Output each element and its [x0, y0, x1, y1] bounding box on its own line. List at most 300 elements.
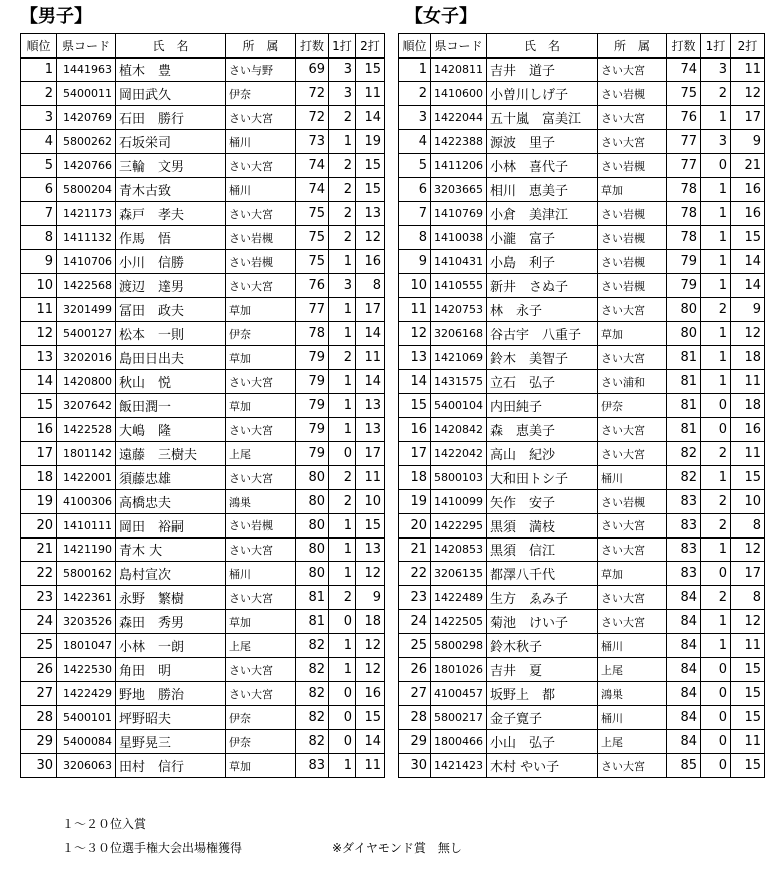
putt1-cell: 1 [329, 562, 356, 586]
rank-cell: 5 [399, 154, 431, 178]
score-cell: 75 [296, 250, 329, 274]
score-cell: 75 [667, 82, 701, 106]
name-header: 氏 名 [116, 34, 226, 58]
table-row [399, 298, 765, 322]
code-cell: 1420842 [431, 418, 487, 442]
women-results-table [398, 33, 765, 778]
name-cell: 石田 勝行 [116, 106, 226, 130]
club-cell: 草加 [226, 346, 296, 370]
code-cell: 3203665 [431, 178, 487, 202]
putt2-cell: 17 [356, 442, 385, 466]
name-cell: 鈴木 美智子 [487, 346, 598, 370]
putt2-cell: 11 [731, 442, 765, 466]
putt2-cell: 11 [356, 754, 385, 778]
code-cell: 1410600 [431, 82, 487, 106]
rank-header: 順位 [21, 34, 57, 58]
rank-cell: 17 [399, 442, 431, 466]
putt2-cell: 11 [356, 346, 385, 370]
name-cell: 岡田 裕嗣 [116, 514, 226, 538]
table-row [21, 418, 385, 442]
putt1-cell: 1 [701, 370, 731, 394]
name-cell: 岡田武久 [116, 82, 226, 106]
score-cell: 81 [667, 346, 701, 370]
name-cell: 林 永子 [487, 298, 598, 322]
score-cell: 83 [667, 562, 701, 586]
score-cell: 84 [667, 586, 701, 610]
score-cell: 82 [296, 658, 329, 682]
putt1-cell: 2 [701, 490, 731, 514]
putt2-cell: 12 [731, 538, 765, 562]
putt1-cell: 1 [329, 130, 356, 154]
score-cell: 76 [296, 274, 329, 298]
table-row [21, 82, 385, 106]
rank-cell: 6 [399, 178, 431, 202]
putt1-cell: 2 [701, 514, 731, 538]
table-row [21, 346, 385, 370]
code-cell: 4100457 [431, 682, 487, 706]
table-row [399, 562, 765, 586]
name-cell: 小曽川しげ子 [487, 82, 598, 106]
score-cell: 79 [296, 442, 329, 466]
code-cell: 5800217 [431, 706, 487, 730]
code-cell: 1422388 [431, 130, 487, 154]
putt2-cell: 18 [356, 610, 385, 634]
score-cell: 81 [667, 370, 701, 394]
code-cell: 5400084 [57, 730, 116, 754]
rank-cell: 3 [21, 106, 57, 130]
rank-cell: 4 [399, 130, 431, 154]
rank-cell: 20 [21, 514, 57, 538]
rank-cell: 7 [21, 202, 57, 226]
name-cell: 作馬 悟 [116, 226, 226, 250]
putt2-cell: 19 [356, 130, 385, 154]
table-row [399, 154, 765, 178]
club-cell: さい大宮 [226, 274, 296, 298]
men-section-title: 【男子】 [20, 6, 92, 27]
score-cell: 84 [667, 610, 701, 634]
code-cell: 1420800 [57, 370, 116, 394]
putt1-cell: 1 [329, 298, 356, 322]
club-cell: さい大宮 [226, 658, 296, 682]
putt2-cell: 13 [356, 418, 385, 442]
putt2-cell: 15 [731, 682, 765, 706]
putt1-cell: 2 [329, 154, 356, 178]
rank-cell: 24 [21, 610, 57, 634]
putt2-cell: 12 [356, 226, 385, 250]
score-cell: 72 [296, 82, 329, 106]
table-row [21, 106, 385, 130]
rank-cell: 11 [21, 298, 57, 322]
score-cell: 74 [296, 154, 329, 178]
club-header: 所 属 [226, 34, 296, 58]
table-row [399, 514, 765, 538]
code-cell: 1420769 [57, 106, 116, 130]
code-cell: 1422361 [57, 586, 116, 610]
putt2-cell: 13 [356, 538, 385, 562]
club-cell: 伊奈 [226, 82, 296, 106]
putt1-cell: 2 [329, 466, 356, 490]
code-cell: 5800204 [57, 178, 116, 202]
club-cell: 鴻巣 [598, 682, 667, 706]
name-cell: 青木 大 [116, 538, 226, 562]
table-row [21, 298, 385, 322]
score-cell: 76 [667, 106, 701, 130]
table-row [399, 106, 765, 130]
rank-cell: 23 [21, 586, 57, 610]
putt2-cell: 14 [356, 370, 385, 394]
table-row [21, 466, 385, 490]
putt1-cell: 3 [329, 82, 356, 106]
putt1-cell: 1 [329, 322, 356, 346]
table-row [21, 682, 385, 706]
score-cell: 79 [296, 394, 329, 418]
putt1-cell: 2 [329, 106, 356, 130]
code-cell: 1411132 [57, 226, 116, 250]
prize-note: １～２０位入賞 [62, 817, 147, 831]
rank-cell: 22 [399, 562, 431, 586]
table-row [21, 250, 385, 274]
code-cell: 1422001 [57, 466, 116, 490]
table-row [399, 58, 765, 82]
rank-cell: 21 [399, 538, 431, 562]
putt1-cell: 1 [329, 538, 356, 562]
score-cell: 84 [667, 730, 701, 754]
score-cell: 80 [296, 562, 329, 586]
name-cell: 五十嵐 富美江 [487, 106, 598, 130]
score-cell: 80 [296, 490, 329, 514]
name-cell: 相川 恵美子 [487, 178, 598, 202]
club-cell: 草加 [226, 610, 296, 634]
putt1-cell: 3 [329, 274, 356, 298]
putt1-cell: 2 [329, 178, 356, 202]
club-cell: さい大宮 [598, 754, 667, 778]
putt1-cell: 1 [329, 658, 356, 682]
putt1-cell: 1 [701, 466, 731, 490]
code-header: 県コード [431, 34, 487, 58]
putt2-cell: 16 [731, 418, 765, 442]
putt1-cell: 0 [701, 562, 731, 586]
putt1-cell: 1 [701, 274, 731, 298]
score-cell: 80 [667, 322, 701, 346]
table-row [399, 586, 765, 610]
club-cell: さい大宮 [226, 106, 296, 130]
rank-cell: 26 [399, 658, 431, 682]
diamond-award-note: ※ダイヤモンド賞 無し [332, 841, 462, 855]
rank-cell: 9 [399, 250, 431, 274]
rank-cell: 11 [399, 298, 431, 322]
code-cell: 1420766 [57, 154, 116, 178]
putt1-cell: 1 [701, 538, 731, 562]
rank-cell: 16 [399, 418, 431, 442]
putt1-cell: 0 [329, 442, 356, 466]
club-cell: さい大宮 [226, 682, 296, 706]
putt1-cell: 2 [701, 586, 731, 610]
putt1-cell: 0 [329, 682, 356, 706]
name-cell: 飯田潤一 [116, 394, 226, 418]
club-cell: 伊奈 [598, 394, 667, 418]
putt2-cell: 11 [356, 466, 385, 490]
name-cell: 秋山 悦 [116, 370, 226, 394]
score-cell: 80 [296, 466, 329, 490]
score-cell: 79 [667, 250, 701, 274]
score-cell: 74 [667, 58, 701, 82]
code-cell: 1422044 [431, 106, 487, 130]
code-cell: 3206063 [57, 754, 116, 778]
table-row [21, 658, 385, 682]
name-cell: 坪野昭夫 [116, 706, 226, 730]
score-cell: 73 [296, 130, 329, 154]
name-cell: 高橋忠夫 [116, 490, 226, 514]
table-row [399, 346, 765, 370]
putt1-cell: 0 [701, 706, 731, 730]
name-cell: 立石 弘子 [487, 370, 598, 394]
score-cell: 80 [667, 298, 701, 322]
code-cell: 1410769 [431, 202, 487, 226]
putt2-cell: 10 [356, 490, 385, 514]
score-cell: 83 [667, 490, 701, 514]
rank-cell: 2 [21, 82, 57, 106]
name-cell: 黒須 満枝 [487, 514, 598, 538]
table-row [399, 490, 765, 514]
name-cell: 三輪 文男 [116, 154, 226, 178]
score-cell: 69 [296, 58, 329, 82]
score-cell: 84 [667, 634, 701, 658]
putt1-cell: 1 [329, 394, 356, 418]
name-cell: 矢作 安子 [487, 490, 598, 514]
putt1-cell: 2 [329, 586, 356, 610]
code-cell: 1421173 [57, 202, 116, 226]
putt1-cell: 2 [701, 82, 731, 106]
rank-cell: 22 [21, 562, 57, 586]
putt1-cell: 2 [329, 226, 356, 250]
rank-cell: 15 [399, 394, 431, 418]
putt2-cell: 21 [731, 154, 765, 178]
putt2-cell: 17 [356, 298, 385, 322]
putt1-cell: 1 [701, 106, 731, 130]
table-row [21, 490, 385, 514]
name-cell: 須藤忠雄 [116, 466, 226, 490]
rank-cell: 23 [399, 586, 431, 610]
name-cell: 内田純子 [487, 394, 598, 418]
score-cell: 74 [296, 178, 329, 202]
putt2-cell: 9 [356, 586, 385, 610]
code-cell: 1422568 [57, 274, 116, 298]
putt2-cell: 11 [731, 58, 765, 82]
club-cell: さい浦和 [598, 370, 667, 394]
code-cell: 3201499 [57, 298, 116, 322]
table-row [21, 322, 385, 346]
club-cell: 桶川 [598, 634, 667, 658]
code-cell: 1421069 [431, 346, 487, 370]
putt2-cell: 12 [731, 82, 765, 106]
score-cell: 82 [296, 730, 329, 754]
men-header-row [21, 34, 385, 58]
table-row [21, 514, 385, 538]
rank-header: 順位 [399, 34, 431, 58]
name-cell: 田村 信行 [116, 754, 226, 778]
name-cell: 菊池 けい子 [487, 610, 598, 634]
table-row [399, 418, 765, 442]
name-cell: 石坂栄司 [116, 130, 226, 154]
name-cell: 小川 信勝 [116, 250, 226, 274]
club-cell: さい大宮 [226, 418, 296, 442]
women-header-row [399, 34, 765, 58]
putt1-cell: 1 [701, 250, 731, 274]
putt2-cell: 15 [731, 226, 765, 250]
club-cell: 上尾 [598, 658, 667, 682]
table-row [399, 130, 765, 154]
rank-cell: 2 [399, 82, 431, 106]
putt1-cell: 0 [701, 658, 731, 682]
putt1-cell: 0 [701, 154, 731, 178]
code-cell: 3207642 [57, 394, 116, 418]
club-cell: さい大宮 [598, 418, 667, 442]
putt1-cell: 2 [329, 490, 356, 514]
name-cell: 角田 明 [116, 658, 226, 682]
club-cell: 鴻巣 [226, 490, 296, 514]
qualification-note: １～３０位選手権大会出場権獲得 [62, 841, 243, 855]
putt2-cell: 8 [356, 274, 385, 298]
putt1-cell: 1 [701, 226, 731, 250]
putt2-cell: 18 [731, 346, 765, 370]
putt2-cell: 15 [356, 178, 385, 202]
name-cell: 永野 繁樹 [116, 586, 226, 610]
rank-cell: 29 [21, 730, 57, 754]
score-cell: 83 [667, 514, 701, 538]
rank-cell: 16 [21, 418, 57, 442]
code-cell: 1410111 [57, 514, 116, 538]
putt2-cell: 9 [731, 298, 765, 322]
club-cell: さい大宮 [598, 346, 667, 370]
club-cell: さい大宮 [598, 298, 667, 322]
table-row [21, 634, 385, 658]
rank-cell: 14 [399, 370, 431, 394]
table-row [21, 562, 385, 586]
table-row [399, 538, 765, 562]
code-cell: 1421190 [57, 538, 116, 562]
putt2-cell: 12 [356, 658, 385, 682]
name-cell: 島田日出夫 [116, 346, 226, 370]
score-cell: 82 [667, 442, 701, 466]
rank-cell: 7 [399, 202, 431, 226]
putt2-cell: 14 [356, 106, 385, 130]
putt1-cell: 1 [329, 250, 356, 274]
putt2-cell: 15 [731, 754, 765, 778]
putt1-header: 1打 [701, 34, 731, 58]
club-cell: 草加 [226, 394, 296, 418]
table-row [399, 370, 765, 394]
score-cell: 82 [296, 634, 329, 658]
rank-cell: 26 [21, 658, 57, 682]
code-cell: 5400104 [431, 394, 487, 418]
table-row [399, 178, 765, 202]
putt1-cell: 1 [329, 418, 356, 442]
code-cell: 1422505 [431, 610, 487, 634]
code-cell: 1420853 [431, 538, 487, 562]
table-row [21, 754, 385, 778]
table-row [399, 634, 765, 658]
rank-cell: 18 [21, 466, 57, 490]
club-header: 所 属 [598, 34, 667, 58]
putt2-cell: 12 [731, 322, 765, 346]
score-cell: 78 [296, 322, 329, 346]
putt2-cell: 11 [731, 634, 765, 658]
club-cell: さい大宮 [598, 538, 667, 562]
score-cell: 78 [667, 226, 701, 250]
score-cell: 81 [667, 418, 701, 442]
putt2-cell: 16 [356, 682, 385, 706]
score-cell: 85 [667, 754, 701, 778]
code-cell: 1801026 [431, 658, 487, 682]
code-cell: 1422429 [57, 682, 116, 706]
rank-cell: 25 [399, 634, 431, 658]
club-cell: さい大宮 [226, 586, 296, 610]
rank-cell: 3 [399, 106, 431, 130]
score-cell: 84 [667, 658, 701, 682]
putt1-cell: 0 [329, 730, 356, 754]
club-cell: 伊奈 [226, 322, 296, 346]
name-cell: 木村 やい子 [487, 754, 598, 778]
club-cell: 伊奈 [226, 706, 296, 730]
score-cell: 82 [296, 682, 329, 706]
code-cell: 1422530 [57, 658, 116, 682]
score-cell: 77 [667, 154, 701, 178]
putt1-cell: 3 [701, 130, 731, 154]
table-row [399, 730, 765, 754]
putt2-cell: 15 [356, 58, 385, 82]
club-cell: さい岩槻 [226, 226, 296, 250]
name-cell: 森田 秀男 [116, 610, 226, 634]
name-header: 氏 名 [487, 34, 598, 58]
code-cell: 4100306 [57, 490, 116, 514]
putt2-cell: 10 [731, 490, 765, 514]
code-cell: 1422489 [431, 586, 487, 610]
table-row [399, 226, 765, 250]
table-row [399, 610, 765, 634]
club-cell: さい大宮 [598, 130, 667, 154]
club-cell: 桶川 [226, 562, 296, 586]
name-cell: 小瀧 富子 [487, 226, 598, 250]
rank-cell: 25 [21, 634, 57, 658]
score-cell: 78 [667, 202, 701, 226]
putt1-cell: 2 [701, 442, 731, 466]
club-cell: さい岩槻 [598, 490, 667, 514]
rank-cell: 21 [21, 538, 57, 562]
table-row [399, 754, 765, 778]
putt2-cell: 15 [356, 706, 385, 730]
name-cell: 大嶋 隆 [116, 418, 226, 442]
code-cell: 1441963 [57, 58, 116, 82]
club-cell: さい岩槻 [226, 514, 296, 538]
score-cell: 84 [667, 682, 701, 706]
club-cell: さい岩槻 [598, 226, 667, 250]
putt1-cell: 1 [701, 322, 731, 346]
putt2-cell: 16 [356, 250, 385, 274]
table-row [21, 202, 385, 226]
score-cell: 79 [296, 418, 329, 442]
code-cell: 1431575 [431, 370, 487, 394]
table-row [21, 226, 385, 250]
putt1-cell: 0 [701, 418, 731, 442]
putt1-header: 1打 [329, 34, 356, 58]
code-cell: 1801047 [57, 634, 116, 658]
club-cell: さい大宮 [598, 610, 667, 634]
putt2-cell: 12 [356, 562, 385, 586]
putt1-cell: 0 [701, 682, 731, 706]
club-cell: 草加 [598, 322, 667, 346]
club-cell: 草加 [598, 178, 667, 202]
club-cell: 桶川 [598, 706, 667, 730]
